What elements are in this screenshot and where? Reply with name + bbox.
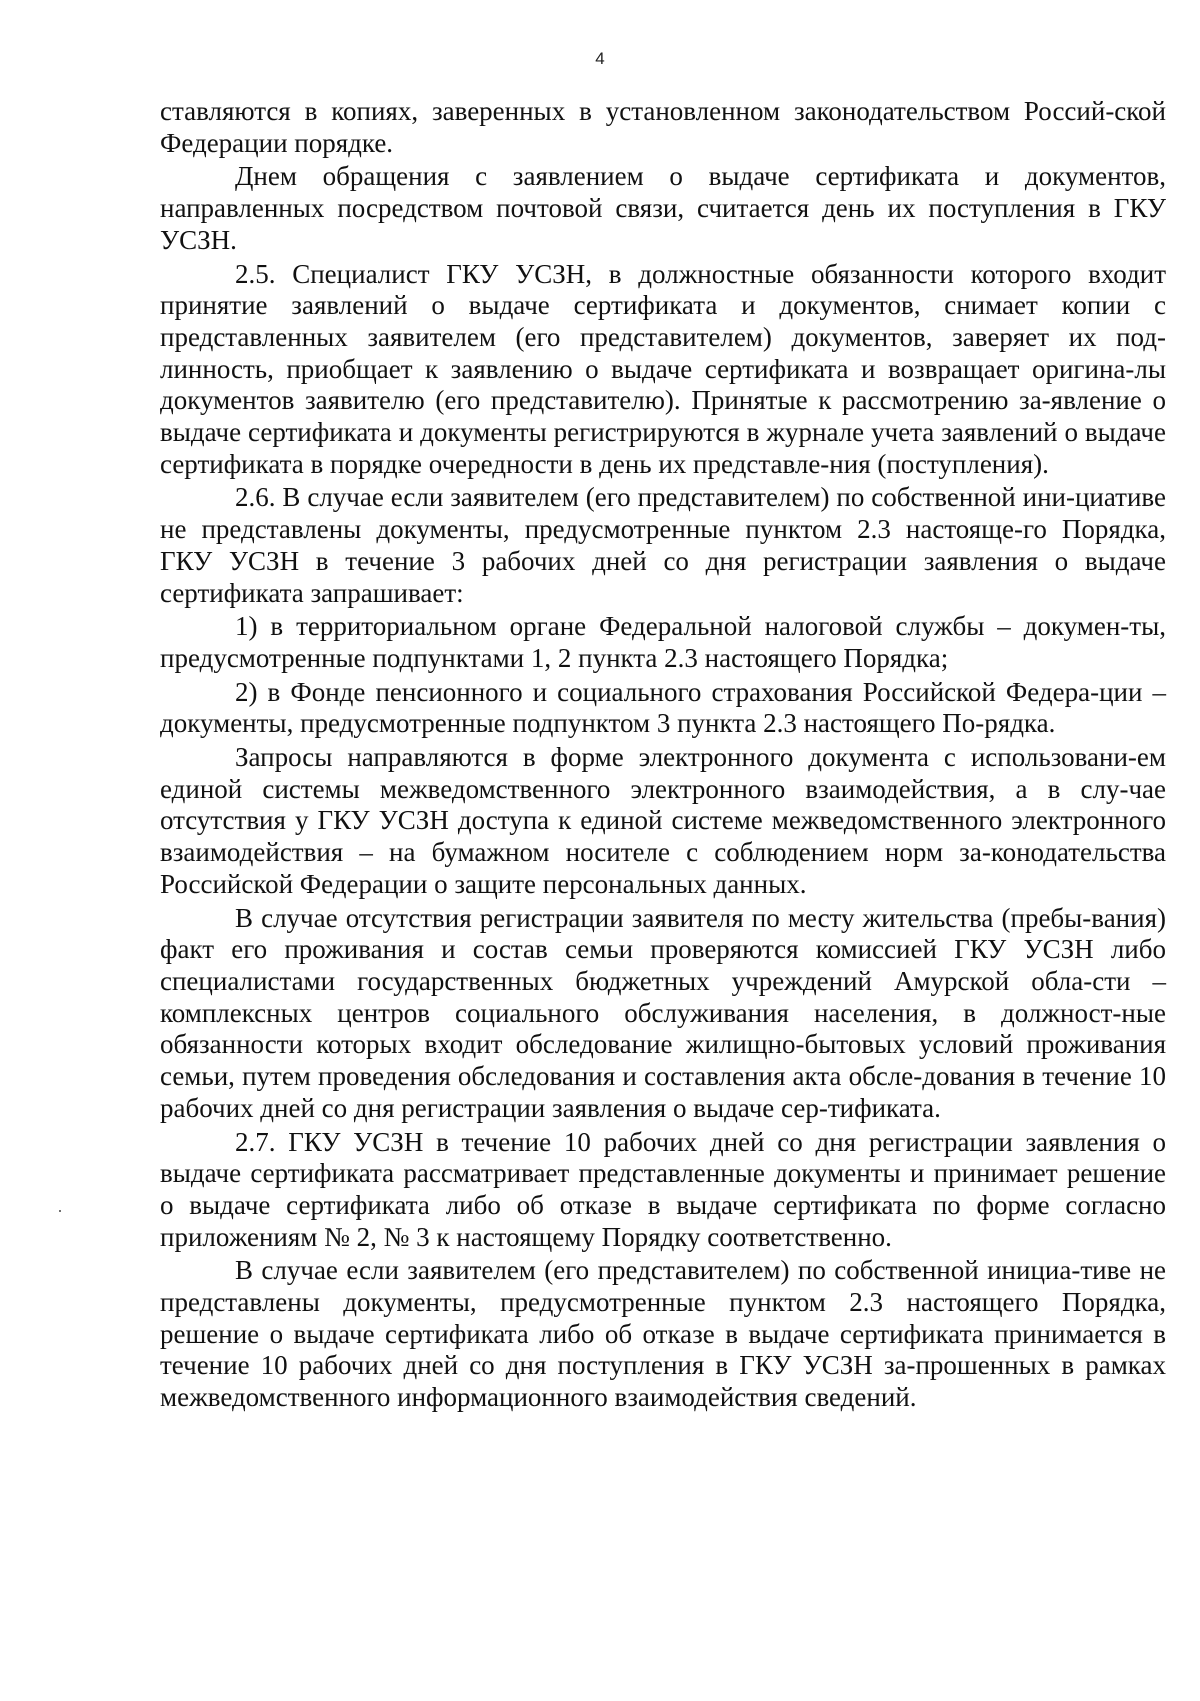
paragraph-2-5: 2.5. Специалист ГКУ УСЗН, в должностные обязанности которого входит принятие заявлений о выдаче сертификата и документов, снимает копии с представленных заявителем (его представителем) документов, заверяет их под-линность, приобщает к заявлению о выдаче сертификата и возвращает оригина-лы документов заявителю (его представителю). Принятые к рассмотрению за-явление о выдаче сертификата и документы регистрируются в журнале учета заявлений о выдаче сертификата в порядке очередности в день их представле-ния (поступления). — [160, 258, 1166, 479]
scan-speck — [59, 1210, 61, 1212]
paragraph-2-7: 2.7. ГКУ УСЗН в течение 10 рабочих дней со дня регистрации заявления о выдаче сертификата рассматривает представленные документы и принимает решение о выдаче сертификата либо об отказе в выдаче сертификата по форме согласно приложениям № 2, № 3 к настоящему Порядку соответственно. — [160, 1126, 1166, 1252]
paragraph-application-date: Днем обращения с заявлением о выдаче сертификата и документов, направленных посредством почтовой связи, считается день их поступления в ГКУ УСЗН. — [160, 161, 1166, 255]
document-body — [160, 96, 1166, 1416]
paragraph-2-6-item-1: 1) в территориальном органе Федеральной налоговой службы – докумен-ты, предусмотренные подпунктами 1, 2 пункта 2.3 настоящего Порядка; — [160, 611, 1166, 673]
paragraph-2-7-decision: В случае если заявителем (его представителем) по собственной инициа-тиве не представлены документы, предусмотренные пунктом 2.3 настоящего Порядка, решение о выдаче сертификата либо об отказе в выдаче сертификата принимается в течение 10 рабочих дней со дня поступления в ГКУ УСЗН за-прошенных в рамках межведомственного информационного взаимодействия сведений. — [160, 1255, 1166, 1413]
paragraph-no-registration: В случае отсутствия регистрации заявителя по месту жительства (пребы-вания) факт его проживания и состав семьи проверяются комиссией ГКУ УСЗН либо специалистами государственных бюджетных учреждений Амурской обла-сти – комплексных центров социального обслуживания населения, в должност-ные обязанности которых входит обследование жилищно-бытовых условий проживания семьи, путем проведения обследования и составления акта обсле-дования в течение 10 рабочих дней со дня регистрации заявления о выдаче сер-тификата. — [160, 902, 1166, 1123]
paragraph-requests: Запросы направляются в форме электронного документа с использовани-ем единой системы межведомственного электронного взаимодействия, а в слу-чае отсутствия у ГКУ УСЗН доступа к единой системе межведомственного электронного взаимодействия – на бумажном носителе с соблюдением норм за-конодательства Российской Федерации о защите персональных данных. — [160, 742, 1166, 899]
page-number: 4 — [595, 49, 605, 68]
paragraph-2-6: 2.6. В случае если заявителем (его представителем) по собственной ини-циативе не представлены документы, предусмотренные пунктом 2.3 настояще-го Порядка, ГКУ УСЗН в течение 3 рабочих дней со дня регистрации заявления о выдаче сертификата запрашивает: — [160, 482, 1166, 608]
paragraph-continuation: ставляются в копиях, заверенных в установленном законодательством Россий-ской Федерации порядке. — [160, 96, 1166, 158]
paragraph-2-6-item-2: 2) в Фонде пенсионного и социального страхования Российской Федера-ции – документы, предусмотренные подпунктом 3 пункта 2.3 настоящего По-рядка. — [160, 676, 1166, 739]
